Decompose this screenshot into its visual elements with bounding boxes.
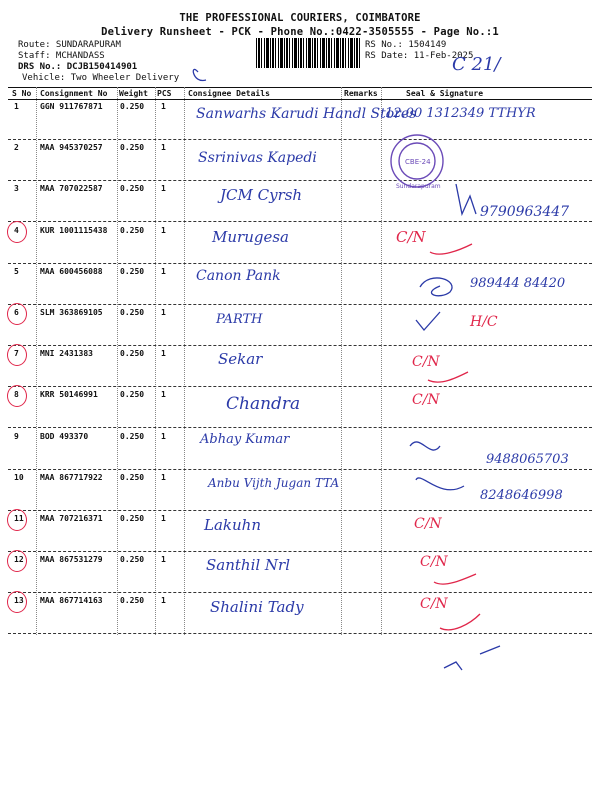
- sign-hw-12: C/N: [420, 554, 448, 570]
- row-divider: [8, 221, 592, 222]
- sign-hw-7: C/N: [412, 354, 440, 370]
- row-sno: 3: [14, 184, 19, 193]
- row-pcs: 1: [161, 267, 166, 276]
- stamp-place: Sundarapuram: [396, 183, 441, 190]
- row-circle-mark: [7, 344, 27, 366]
- sign-hw-13: C/N: [420, 596, 448, 612]
- col-signature: Seal & Signature: [406, 89, 484, 98]
- row-weight: 0.250: [120, 514, 145, 523]
- row-pcs: 1: [161, 473, 166, 482]
- consignee-hw-9: Abhay Kumar: [200, 432, 290, 447]
- row-consignment-no: SLM 363869105: [40, 308, 103, 317]
- row-weight: 0.250: [120, 473, 145, 482]
- row-weight: 0.250: [120, 308, 145, 317]
- row-divider: [8, 139, 592, 140]
- row-consignment-no: MNI 2431383: [40, 349, 93, 358]
- row-weight: 0.250: [120, 555, 145, 564]
- staff: Staff: MCHANDASS: [18, 51, 105, 61]
- row-divider: [8, 180, 592, 181]
- consignee-hw-13: Shalini Tady: [210, 598, 304, 616]
- col-weight: Weight: [119, 89, 148, 98]
- row-circle-mark: [7, 591, 27, 613]
- row-weight: 0.250: [120, 226, 145, 235]
- consignee-hw-4: Murugesa: [212, 228, 289, 246]
- consignee-hw-5: Canon Pank: [196, 268, 281, 284]
- row-consignment-no: KRR 50146991: [40, 390, 98, 399]
- sign-hw-6: H/C: [470, 314, 498, 330]
- row-circle-mark: [7, 509, 27, 531]
- sign-hw-8: C/N: [412, 392, 440, 408]
- row-consignment-no: BOD 493370: [40, 432, 89, 441]
- runsheet-subtitle: Delivery Runsheet - PCK - Phone No.:0422-3505555 - Page No.:1: [101, 26, 499, 38]
- row-pcs: 1: [161, 143, 166, 152]
- row-consignment-no: MAA 707216371: [40, 514, 103, 523]
- sign-hw-4: C/N: [396, 228, 426, 246]
- row-sno: 5: [14, 267, 19, 276]
- row-consignment-no: MAA 707022587: [40, 184, 103, 193]
- sign-hw-9: 9488065703: [486, 452, 569, 467]
- row-circle-mark: [7, 221, 27, 243]
- consignee-hw-8: Chandra: [226, 394, 301, 414]
- consignee-hw-10: Anbu Vijth Jugan TTA: [208, 476, 340, 490]
- stamp-text: CBE-24: [405, 158, 431, 166]
- row-pcs: 1: [161, 514, 166, 523]
- row-divider: [8, 633, 592, 634]
- row-weight: 0.250: [120, 184, 145, 193]
- row-consignment-no: MAA 867717922: [40, 473, 103, 482]
- rs-number: RS No.: 1504149: [365, 40, 447, 50]
- barcode: [256, 38, 360, 68]
- header-scribble: C 21/: [452, 54, 501, 75]
- row-weight: 0.250: [120, 390, 145, 399]
- row-divider: [8, 551, 592, 552]
- row-sno: 1: [14, 102, 19, 111]
- row-weight: 0.250: [120, 432, 145, 441]
- row-divider: [8, 427, 592, 428]
- row-weight: 0.250: [120, 102, 145, 111]
- consignee-hw-7: Sekar: [218, 350, 263, 368]
- consignee-hw-6: PARTH: [216, 312, 263, 327]
- vehicle: Vehicle: Two Wheeler Delivery: [22, 73, 180, 83]
- row-sno: 8: [14, 390, 19, 399]
- row-pcs: 1: [161, 308, 166, 317]
- row-divider: [8, 592, 592, 593]
- row-pcs: 1: [161, 555, 166, 564]
- row-circle-mark: [7, 303, 27, 325]
- col-remarks: Remarks: [344, 89, 378, 98]
- row-sno: 10: [14, 473, 24, 482]
- row-sno: 6: [14, 308, 19, 317]
- col-consignment: Consignment No: [40, 89, 108, 98]
- route: Route: SUNDARAPURAM: [18, 40, 121, 50]
- company-title: THE PROFESSIONAL COURIERS, COIMBATORE: [179, 12, 421, 24]
- row-consignment-no: MAA 867714163: [40, 596, 103, 605]
- sign-hw-10: 8248646998: [480, 488, 563, 503]
- row-consignment-no: KUR 1001115438: [40, 226, 108, 235]
- consignee-hw-3: JCM Cyrsh: [220, 186, 303, 204]
- row-divider: [8, 345, 592, 346]
- row-sno: 4: [14, 226, 19, 235]
- consignee-hw-11: Lakuhn: [204, 516, 261, 534]
- rs-date: RS Date: 11-Feb-2025: [365, 51, 474, 61]
- row-sno: 12: [14, 555, 24, 564]
- row-pcs: 1: [161, 390, 166, 399]
- row-weight: 0.250: [120, 143, 145, 152]
- row-weight: 0.250: [120, 596, 145, 605]
- row-pcs: 1: [161, 226, 166, 235]
- row-pcs: 1: [161, 432, 166, 441]
- row-divider: [8, 386, 592, 387]
- row-pcs: 1: [161, 184, 166, 193]
- row-pcs: 1: [161, 102, 166, 111]
- row-sno: 13: [14, 596, 24, 605]
- consignee-hw-1: Sanwarhs Karudi Handl Stores: [196, 106, 417, 122]
- consignee-hw-12: Santhil Nrl: [206, 556, 291, 574]
- drs-number: DRS No.: DCJB150414901: [18, 62, 138, 72]
- sign-hw-3: 9790963447: [480, 204, 570, 220]
- row-circle-mark: [7, 385, 27, 407]
- row-sno: 11: [14, 514, 24, 523]
- row-sno: 2: [14, 143, 19, 152]
- row-sno: 9: [14, 432, 19, 441]
- row-circle-mark: [7, 550, 27, 572]
- row-divider: [8, 469, 592, 470]
- row-divider: [8, 304, 592, 305]
- col-pcs: PCS: [157, 89, 172, 98]
- sign-hw-11: C/N: [414, 516, 442, 532]
- col-sno: S No: [12, 89, 32, 98]
- row-pcs: 1: [161, 349, 166, 358]
- row-sno: 7: [14, 349, 19, 358]
- row-divider: [8, 263, 592, 264]
- row-consignment-no: GGN 911767871: [40, 102, 103, 111]
- consignee-hw-2: Ssrinivas Kapedi: [198, 150, 317, 166]
- row-weight: 0.250: [120, 349, 145, 358]
- row-divider: [8, 510, 592, 511]
- sign-hw-5: 989444 84420: [470, 276, 566, 291]
- row-consignment-no: MAA 867531279: [40, 555, 103, 564]
- sign-hw-1: 12.00 1312349 TTHYR: [385, 106, 536, 121]
- row-consignment-no: MAA 600456088: [40, 267, 103, 276]
- row-consignment-no: MAA 945370257: [40, 143, 103, 152]
- col-consignee: Consignee Details: [188, 89, 270, 98]
- row-pcs: 1: [161, 596, 166, 605]
- row-weight: 0.250: [120, 267, 145, 276]
